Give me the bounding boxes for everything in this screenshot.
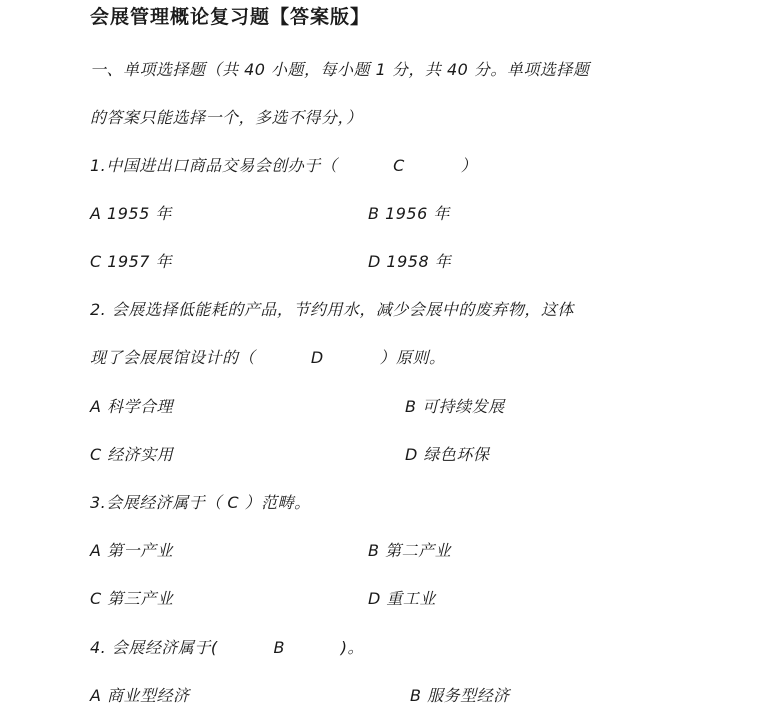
question-1-option-d: D 1958 年 [368,252,452,271]
question-2-option-d: D 绿色环保 [405,445,490,464]
question-1-option-b: B 1956 年 [368,204,450,223]
question-1-option-a: A 1955 年 [90,204,172,223]
question-4-option-b: B 服务型经济 [410,686,510,705]
question-2-stem-line-2: 现了会展展馆设计的（ D ）原则。 [90,348,446,367]
question-2-stem-line-1: 2. 会展选择低能耗的产品，节约用水，减少会展中的废弃物，这体 [90,300,574,319]
question-3-option-b: B 第二产业 [368,541,452,560]
question-1-stem: 1.中国进出口商品交易会创办于（ C ） [90,156,478,175]
section-heading-line-2: 的答案只能选择一个，多选不得分，） [90,108,363,127]
question-2-option-a: A 科学合理 [90,397,174,416]
question-2-option-b: B 可持续发展 [405,397,505,416]
question-3-option-a: A 第一产业 [90,541,174,560]
section-heading-line-1: 一、单项选择题（共 40 小题，每小题 1 分，共 40 分。单项选择题 [90,60,590,79]
question-3-stem: 3.会展经济属于（ C ）范畴。 [90,493,311,512]
question-1-option-c: C 1957 年 [90,252,173,271]
document-title: 会展管理概论复习题【答案版】 [90,6,371,28]
question-3-option-d: D 重工业 [368,589,436,608]
question-3-option-c: C 第三产业 [90,589,174,608]
question-4-stem: 4. 会展经济属于( B )。 [90,638,365,657]
question-4-option-a: A 商业型经济 [90,686,190,705]
question-2-option-c: C 经济实用 [90,445,174,464]
